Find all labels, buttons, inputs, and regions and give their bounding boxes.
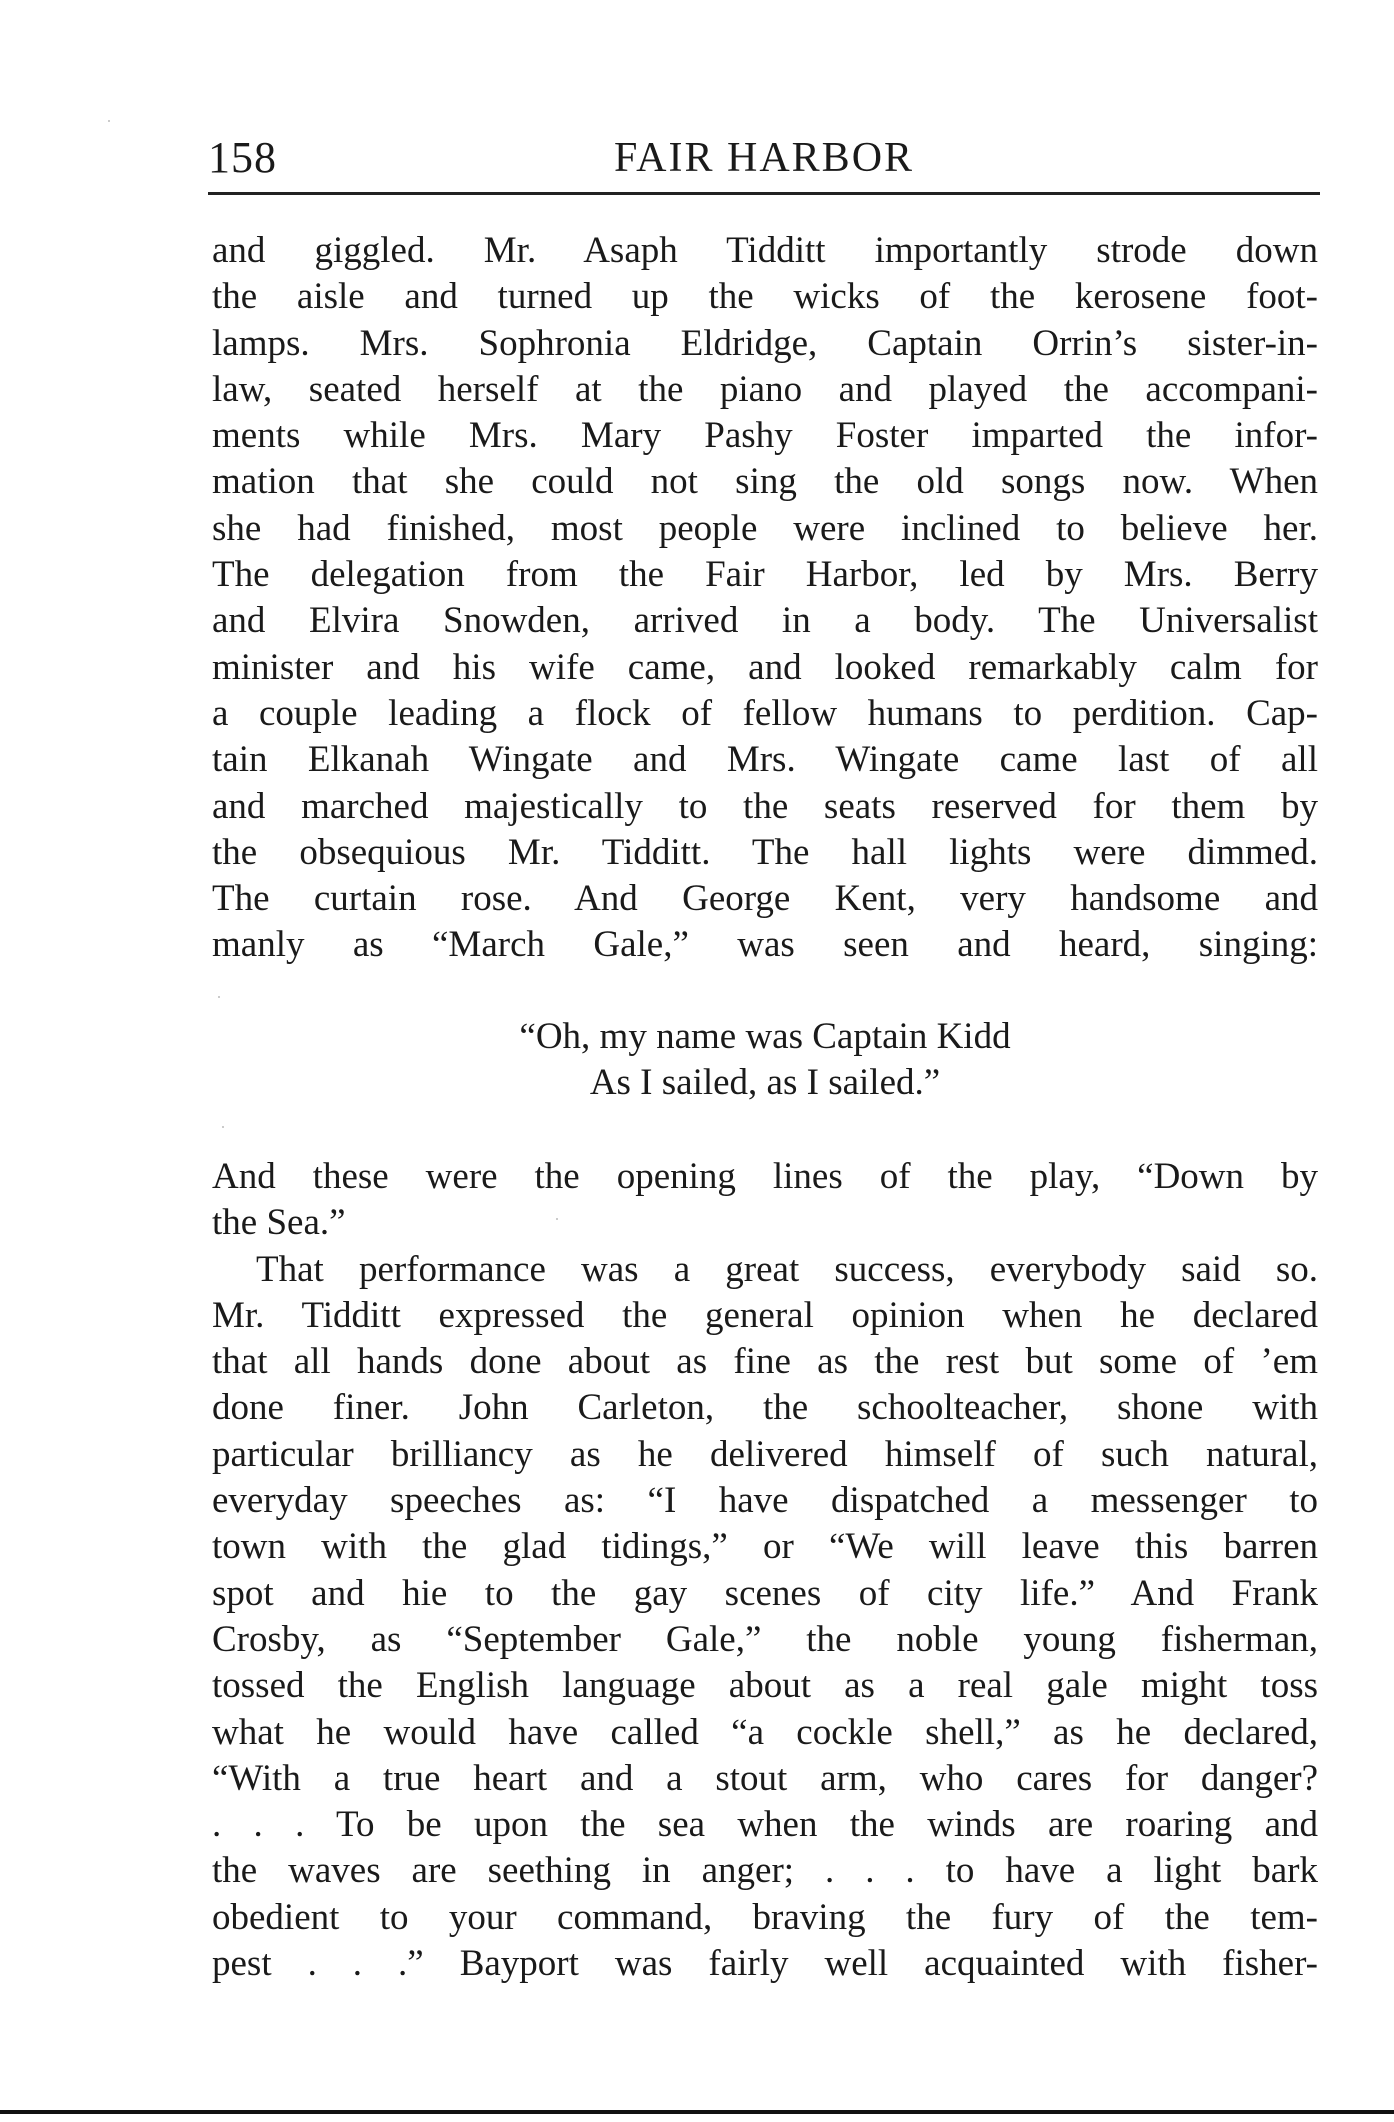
text-line: obedient to your command, braving the fury of the tem- xyxy=(212,1896,1318,1938)
text-line: town with the glad tidings,” or “We will leave this barren xyxy=(212,1526,1318,1568)
text-line: That performance was a great success, everybody said so. xyxy=(256,1248,1318,1290)
text-line: the Sea.” xyxy=(212,1202,346,1244)
verse-line: As I sailed, as I sailed.” xyxy=(589,1062,941,1103)
paragraph-1 xyxy=(212,228,1318,969)
text-line: that all hands done about as fine as the rest but some of ’em xyxy=(212,1341,1318,1383)
text-line: a couple leading a flock of fellow humans to perdition. Cap- xyxy=(212,692,1318,734)
text-line: done finer. John Carleton, the schoolteacher, shone with xyxy=(212,1387,1318,1429)
paper-speck xyxy=(108,120,110,122)
scan-bottom-edge xyxy=(0,2110,1394,2114)
song-verse xyxy=(212,1014,1318,1106)
text-line: tain Elkanah Wingate and Mrs. Wingate came last of all xyxy=(212,739,1318,781)
text-line: tossed the English language about as a real gale might toss xyxy=(212,1665,1318,1707)
page-header xyxy=(208,132,1320,184)
text-line: “With a true heart and a stout arm, who cares for danger? xyxy=(212,1757,1318,1799)
paragraph-2-and-3 xyxy=(212,1154,1318,1987)
text-line: mation that she could not sing the old songs now. When xyxy=(212,461,1318,503)
text-line: what he would have called “a cockle shell,” as he declared, xyxy=(212,1711,1318,1753)
text-line: The curtain rose. And George Kent, very handsome and xyxy=(212,878,1318,920)
text-line: And these were the opening lines of the play, “Down by xyxy=(212,1156,1318,1197)
paper-speck xyxy=(556,1218,558,1220)
text-line: minister and his wife came, and looked remarkably calm for xyxy=(212,646,1318,688)
text-line: lamps. Mrs. Sophronia Eldridge, Captain Orrin’s sister-in- xyxy=(212,322,1318,364)
text-line: manly as “March Gale,” was seen and heard, singing: xyxy=(212,924,1318,966)
verse-line: “Oh, my name was Captain Kidd xyxy=(519,1016,1011,1057)
text-line: the obsequious Mr. Tidditt. The hall lights were dimmed. xyxy=(212,831,1318,873)
text-line: particular brilliancy as he delivered himself of such natural, xyxy=(212,1433,1318,1475)
text-line: Crosby, as “September Gale,” the noble young fisherman, xyxy=(212,1618,1318,1660)
header-rule xyxy=(208,192,1320,195)
text-line: the aisle and turned up the wicks of the kerosene foot- xyxy=(212,276,1318,318)
text-line: and Elvira Snowden, arrived in a body. The Universalist xyxy=(212,600,1318,642)
text-line: and marched majestically to the seats reserved for them by xyxy=(212,785,1318,827)
text-line: everyday speeches as: “I have dispatched a messenger to xyxy=(212,1480,1318,1522)
text-line: law, seated herself at the piano and played the accompani- xyxy=(212,368,1318,410)
text-line: ments while Mrs. Mary Pashy Foster imparted the infor- xyxy=(212,415,1318,457)
running-head: FAIR HARBOR xyxy=(613,135,915,181)
page-number: 158 xyxy=(208,133,277,182)
paper-speck xyxy=(222,1126,224,1128)
text-line: Mr. Tidditt expressed the general opinion when he declared xyxy=(212,1294,1318,1336)
text-line: The delegation from the Fair Harbor, led by Mrs. Berry xyxy=(212,554,1318,596)
paper-speck xyxy=(218,996,220,998)
text-line: the waves are seething in anger; . . . to have a light bark xyxy=(212,1850,1318,1892)
text-line: pest . . .” Bayport was fairly well acquainted with fisher- xyxy=(212,1943,1318,1985)
text-line: she had finished, most people were inclined to believe her. xyxy=(212,507,1318,549)
text-line: spot and hie to the gay scenes of city life.” And Frank xyxy=(212,1572,1318,1614)
text-line: and giggled. Mr. Asaph Tidditt importantly strode down xyxy=(212,230,1318,271)
text-line: . . . To be upon the sea when the winds are roaring and xyxy=(212,1804,1318,1846)
